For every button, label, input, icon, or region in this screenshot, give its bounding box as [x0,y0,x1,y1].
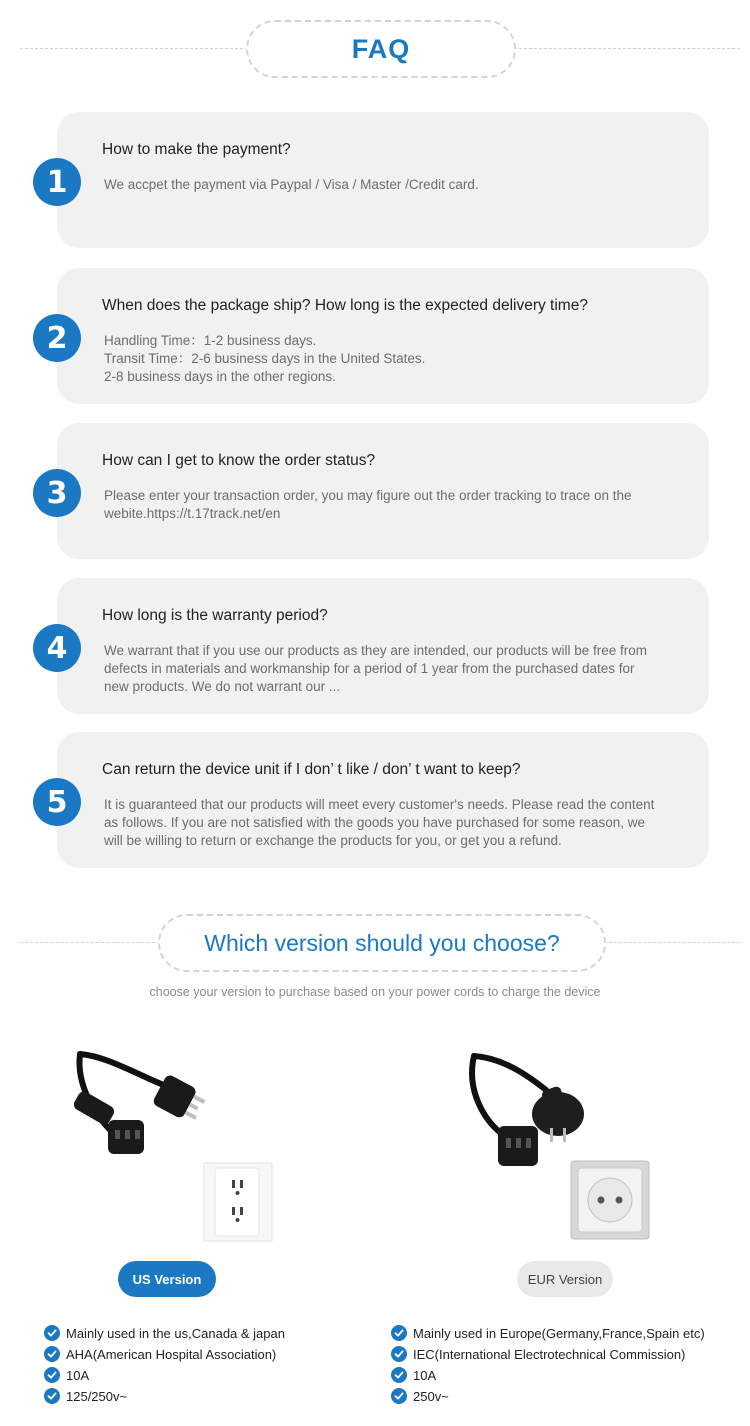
faq-number-badge: 2 [33,314,81,362]
faq-question: When does the package ship? How long is the expected delivery time? [102,297,588,314]
faq-answer-line: Transit Time：2-6 business days in the United States. [104,351,426,366]
faq-answer [104,176,689,194]
eu-feature-text: IEC(International Electrotechnical Commission) [413,1346,686,1362]
faq-question: How to make the payment? [102,141,291,158]
version-divider-right [604,942,740,943]
eu-feature-item [391,1365,436,1385]
check-icon [391,1388,407,1404]
eur-version-label: EUR Version [527,1271,603,1287]
us-feature-text: 10A [66,1367,90,1383]
faq-answer-line: Handling Time：1-2 business days. [104,333,317,348]
us-feature-text: AHA(American Hospital Association) [66,1346,277,1362]
eu-feature-item [391,1386,449,1406]
version-subtitle: choose your version to purchase based on your power cords to charge the device [149,985,601,999]
version-divider-left [20,942,160,943]
eu-feature-item [391,1344,685,1364]
faq-answer-line: webite.https://t.17track.net/en [104,506,281,521]
faq-answer-line: It is guaranteed that our products will meet every customer's needs. Please read the content [104,797,655,812]
eu-outlet-image [570,1160,650,1240]
faq-answer [104,796,689,850]
faq-number-badge: 4 [33,624,81,672]
eu-feature-text: Mainly used in Europe(Germany,France,Spain etc) [413,1325,705,1341]
check-icon [391,1325,407,1341]
faq-answer [104,487,689,523]
us-feature-text: Mainly used in the us,Canada & japan [66,1325,285,1341]
eu-power-cord-image [458,1050,598,1170]
faq-divider-right [514,48,740,49]
us-version-label: US Version [132,1271,202,1287]
faq-answer-line: as follows. If you are not satisfied with the goods you have purchased for some reason, we [104,815,646,830]
us-feature-text: 125/250v~ [66,1388,128,1404]
faq-title: FAQ [351,33,411,64]
faq-answer-line: We warrant that if you use our products as they are intended, our products will be free from [104,643,648,658]
faq-answer-line: will be willing to return or exchange the products for you, or get you a refund. [104,833,562,848]
faq-question: How can I get to know the order status? [102,452,376,469]
faq-number-badge: 1 [33,158,81,206]
eu-feature-item [391,1323,705,1343]
check-icon [44,1388,60,1404]
faq-answer-line: Please enter your transaction order, you may figure out the order tracking to trace on the [104,488,632,503]
us-feature-item [44,1344,276,1364]
us-feature-item [44,1323,285,1343]
us-feature-item [44,1365,89,1385]
check-icon [391,1367,407,1383]
faq-answer [104,332,689,386]
faq-answer-line: defects in materials and workmanship for a period of 1 year from the purchased dates for [104,661,635,676]
faq-answer [104,642,689,696]
faq-number-badge: 5 [33,778,81,826]
faq-answer-line: new products. We do not warrant our ... [104,679,341,694]
check-icon [44,1346,60,1362]
faq-number-badge: 3 [33,469,81,517]
faq-answer-line: We accpet the payment via Paypal / Visa / Master /Credit card. [104,177,479,192]
faq-answer-line: 2-8 business days in the other regions. [104,369,336,384]
check-icon [391,1346,407,1362]
us-feature-item [44,1386,127,1406]
check-icon [44,1325,60,1341]
version-title: Which version should you choose? [204,929,560,956]
faq-divider-left [20,48,248,49]
eur-version-button[interactable] [517,1261,613,1297]
us-power-cord-image [66,1046,206,1172]
us-version-button[interactable] [118,1261,216,1297]
faq-question: Can return the device unit if I don’ t like / don’ t want to keep? [102,761,521,778]
check-icon [44,1367,60,1383]
eu-feature-text: 250v~ [413,1388,449,1404]
faq-question: How long is the warranty period? [102,607,328,624]
faq-title-pill [246,20,516,78]
us-outlet-image [203,1162,273,1242]
eu-feature-text: 10A [413,1367,437,1383]
version-title-pill [158,914,606,972]
